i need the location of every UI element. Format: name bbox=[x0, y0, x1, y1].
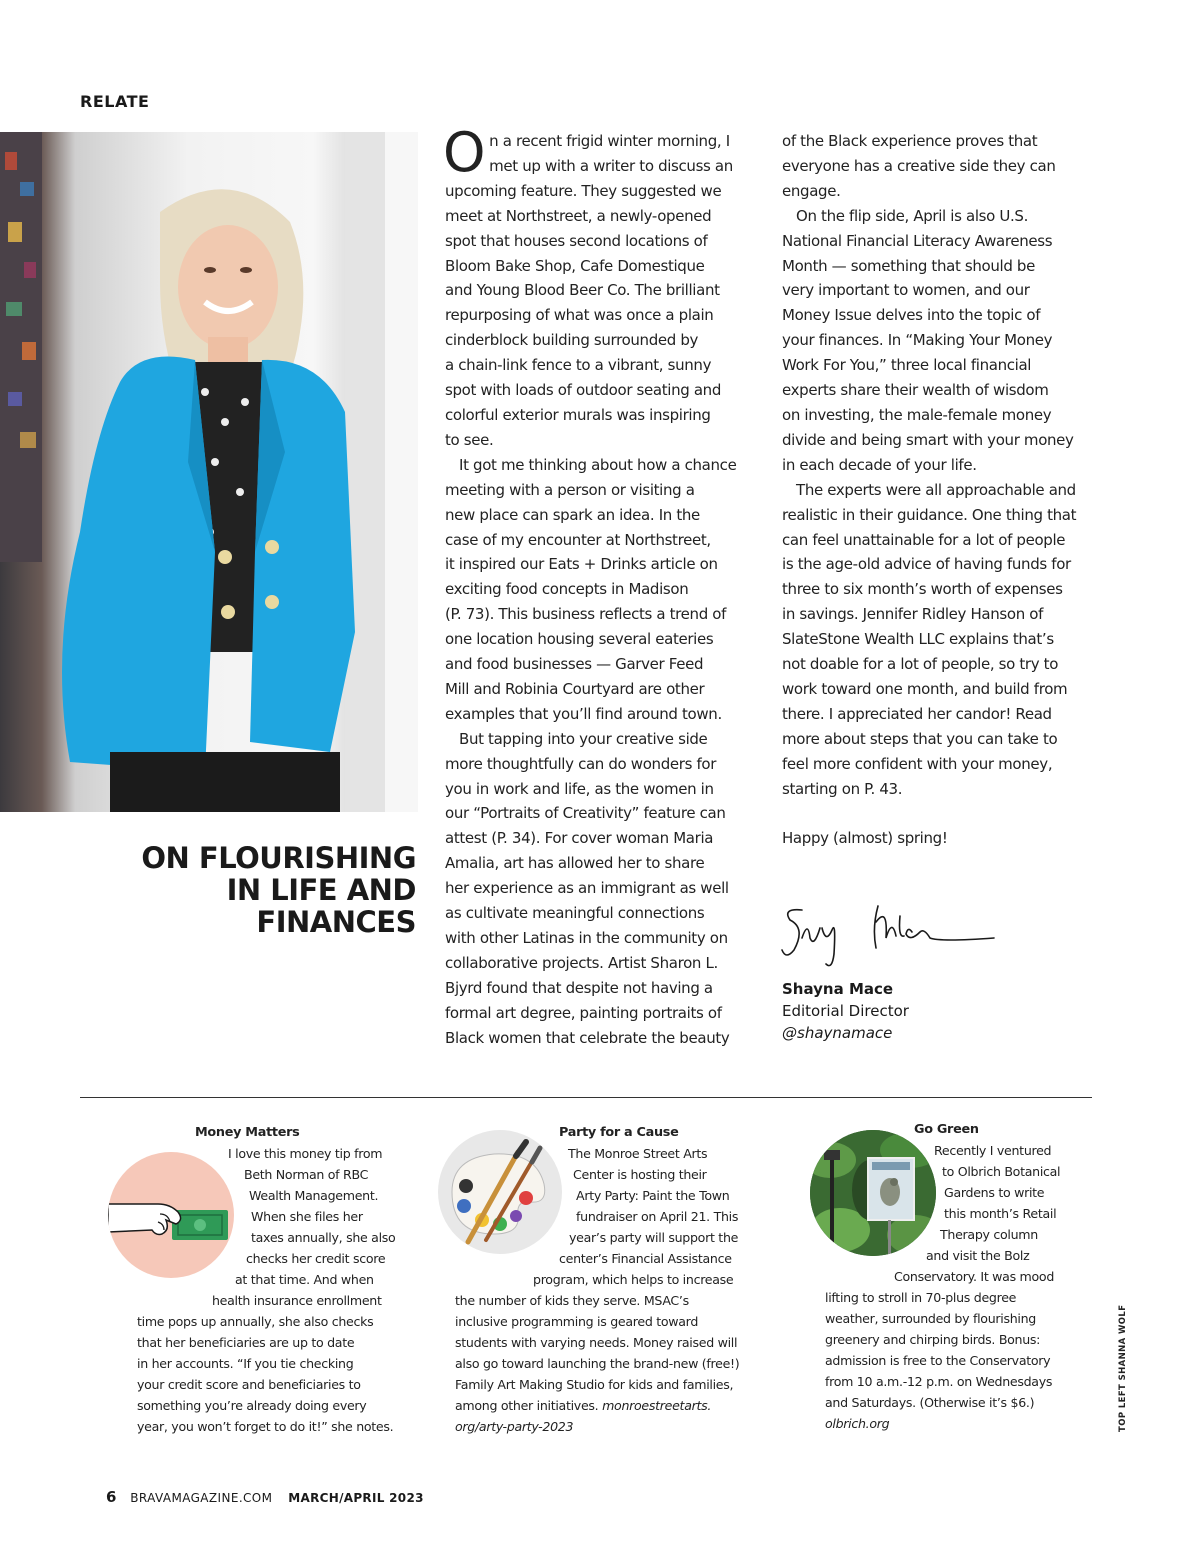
sidebar-line: Gardens to write bbox=[944, 1185, 1045, 1200]
text-line: of the Black experience proves that bbox=[782, 132, 1038, 150]
text-line: not doable for a lot of people, so try to bbox=[782, 655, 1059, 674]
sidebar-line: Center is hosting their bbox=[573, 1167, 707, 1182]
text-line: realistic in their guidance. One thing that bbox=[782, 505, 1077, 524]
sidebar-line: When she files her bbox=[251, 1209, 363, 1224]
paragraph-5 bbox=[782, 204, 1104, 478]
sidebar-line: Conservatory. It was mood bbox=[894, 1269, 1055, 1284]
portrait-illustration bbox=[0, 132, 418, 812]
text-line: spot that houses second locations of bbox=[445, 231, 708, 250]
text-line: new place can spark an idea. In the bbox=[445, 505, 700, 524]
signer-block bbox=[782, 978, 909, 1044]
text-line: is the age-old advice of having funds for bbox=[782, 555, 1071, 574]
portrait-photo bbox=[0, 132, 418, 812]
sidebar-line: to Olbrich Botanical bbox=[942, 1164, 1061, 1179]
sidebar-line: admission is free to the Conservatory bbox=[825, 1353, 1051, 1368]
sidebar-line: something you’re already doing every bbox=[137, 1398, 367, 1413]
text-line: there. I appreciated her candor! Read bbox=[782, 704, 1052, 723]
paragraph-4 bbox=[782, 129, 1104, 204]
text-line: Black women that celebrate the beauty bbox=[445, 1028, 730, 1047]
sidebar-line: your credit score and beneficiaries to bbox=[137, 1377, 361, 1392]
text-line: Bjyrd found that despite not having a bbox=[445, 978, 713, 997]
sidebar-line: from 10 a.m.-12 p.m. on Wednesdays bbox=[825, 1374, 1053, 1389]
page-footer bbox=[106, 1488, 424, 1506]
text-line: It got me thinking about how a chance bbox=[459, 455, 737, 474]
text-line: The experts were all approachable and bbox=[796, 480, 1076, 499]
text-line: n a recent frigid winter morning, I bbox=[489, 132, 730, 150]
text-line: collaborative projects. Artist Sharon L. bbox=[445, 953, 718, 972]
text-line: more about steps that you can take to bbox=[782, 729, 1058, 748]
signer-title: Editorial Director bbox=[782, 1002, 909, 1020]
sidebar-line: greenery and chirping birds. Bonus: bbox=[825, 1332, 1041, 1347]
sidebar-money-matters bbox=[137, 1122, 407, 1437]
section-divider bbox=[80, 1097, 1092, 1098]
text-line: repurposing of what was once a plain bbox=[445, 306, 714, 325]
text-line: as cultivate meaningful connections bbox=[445, 904, 705, 923]
sidebar-line: Therapy column bbox=[940, 1227, 1038, 1242]
paragraph-6 bbox=[782, 478, 1104, 802]
sidebar-line: I love this money tip from bbox=[228, 1146, 383, 1161]
text-line: National Financial Literacy Awareness bbox=[782, 231, 1053, 250]
text-line: But tapping into your creative side bbox=[459, 729, 708, 748]
sidebar-line: Recently I ventured bbox=[934, 1143, 1052, 1158]
text-line: our “Portraits of Creativity” feature can bbox=[445, 804, 726, 823]
sidebar-line: center’s Financial Assistance bbox=[559, 1251, 732, 1266]
sidebar-title: Go Green bbox=[914, 1122, 979, 1137]
party-link-continued[interactable]: org/arty-party-2023 bbox=[455, 1419, 574, 1434]
signer-handle: @shaynamace bbox=[782, 1024, 893, 1042]
sidebar-go-green bbox=[825, 1119, 1095, 1434]
footer-site[interactable]: BRAVAMAGAZINE.COM bbox=[130, 1491, 273, 1505]
text-line: SlateStone Wealth LLC explains that’s bbox=[782, 630, 1054, 649]
text-line: your finances. In “Making Your Money bbox=[782, 331, 1053, 350]
text-line: in savings. Jennifer Ridley Hanson of bbox=[782, 605, 1044, 624]
text-line: Mill and Robinia Courtyard are other bbox=[445, 679, 705, 698]
text-line: case of my encounter at Northstreet, bbox=[445, 530, 711, 549]
sidebar-line: lifting to stroll in 70-plus degree bbox=[825, 1290, 1017, 1305]
drop-cap: O bbox=[443, 121, 486, 184]
text-line: in each decade of your life. bbox=[782, 455, 977, 474]
text-line: Amalia, art has allowed her to share bbox=[445, 854, 705, 873]
text-line: On the flip side, April is also U.S. bbox=[796, 206, 1028, 225]
sidebar-line: inclusive programming is geared toward bbox=[455, 1314, 699, 1329]
text-line: spot with loads of outdoor seating and bbox=[445, 381, 721, 400]
text-line: Month — something that should be bbox=[782, 256, 1035, 275]
sidebar-line: fundraiser on April 21. This bbox=[576, 1209, 739, 1224]
text-line: starting on P. 43. bbox=[782, 779, 903, 798]
text-line: very important to women, and our bbox=[782, 281, 1030, 300]
sidebar-line: Arty Party: Paint the Town bbox=[576, 1188, 730, 1203]
sidebar-line: program, which helps to increase bbox=[533, 1272, 734, 1287]
text-line: Bloom Bake Shop, Cafe Domestique bbox=[445, 256, 705, 275]
paragraph-2 bbox=[445, 453, 757, 727]
letter-column-2 bbox=[782, 129, 1104, 851]
sidebar-line: time pops up annually, she also checks bbox=[137, 1314, 374, 1329]
sidebar-line: taxes annually, she also bbox=[251, 1230, 396, 1245]
text-line: colorful exterior murals was inspiring bbox=[445, 405, 711, 424]
text-line: and food businesses — Garver Feed bbox=[445, 655, 704, 674]
headline-line-3: FINANCES bbox=[256, 905, 416, 939]
text-line: experts share their wealth of wisdom bbox=[782, 381, 1049, 400]
text-line: feel more confident with your money, bbox=[782, 754, 1053, 773]
sidebar-line bbox=[455, 1395, 755, 1416]
text-line: Work For You,” three local financial bbox=[782, 356, 1032, 375]
text-line: cinderblock building surrounded by bbox=[445, 331, 699, 350]
text-line: meet at Northstreet, a newly-opened bbox=[445, 206, 712, 225]
sidebar-line: in her accounts. “If you tie checking bbox=[137, 1356, 354, 1371]
text-line: Money Issue delves into the topic of bbox=[782, 306, 1041, 325]
sidebar-line: this month’s Retail bbox=[944, 1206, 1057, 1221]
text-line: meeting with a person or visiting a bbox=[445, 480, 695, 499]
sidebar-line: checks her credit score bbox=[246, 1251, 386, 1266]
sidebar-party-for-a-cause bbox=[455, 1122, 755, 1437]
text-line: you in work and life, as the women in bbox=[445, 779, 714, 798]
text-line: formal art degree, painting portraits of bbox=[445, 1003, 722, 1022]
letter-column-1 bbox=[443, 121, 757, 1051]
sidebar-line: health insurance enrollment bbox=[212, 1293, 382, 1308]
text-line: engage. bbox=[782, 181, 841, 200]
text-line: upcoming feature. They suggested we bbox=[445, 181, 722, 200]
text-line: three to six month’s worth of expenses bbox=[782, 580, 1063, 599]
headline bbox=[80, 842, 416, 938]
text-line: her experience as an immigrant as well bbox=[445, 879, 729, 898]
sidebar-title: Party for a Cause bbox=[559, 1125, 679, 1140]
sidebar-line: The Monroe Street Arts bbox=[568, 1146, 708, 1161]
text-line: attest (P. 34). For cover woman Maria bbox=[445, 829, 714, 848]
sidebar-line: and visit the Bolz bbox=[926, 1248, 1030, 1263]
sidebar-line: that her beneficiaries are up to date bbox=[137, 1335, 355, 1350]
text-line: can feel unattainable for a lot of people bbox=[782, 530, 1066, 549]
sidebar-line-text: among other initiatives. bbox=[455, 1398, 599, 1413]
text-line: to see. bbox=[445, 430, 494, 449]
sidebar-line: and Saturdays. (Otherwise it’s $6.) bbox=[825, 1395, 1035, 1410]
paragraph-3 bbox=[445, 727, 757, 1051]
sidebar-line: Wealth Management. bbox=[249, 1188, 379, 1203]
sidebar-line: at that time. And when bbox=[235, 1272, 374, 1287]
headline-line-1: ON FLOURISHING bbox=[141, 841, 416, 875]
text-line: with other Latinas in the community on bbox=[445, 929, 728, 947]
section-label: RELATE bbox=[80, 92, 150, 111]
text-line: met up with a writer to discuss an bbox=[489, 156, 733, 175]
text-line: and Young Blood Beer Co. The brilliant bbox=[445, 281, 720, 300]
sidebar-title: Money Matters bbox=[195, 1125, 300, 1140]
headline-line-2: IN LIFE AND bbox=[226, 873, 416, 907]
sidebar-line: also go toward launching the brand-new (free!) bbox=[455, 1356, 740, 1371]
closing-line: Happy (almost) spring! bbox=[782, 829, 948, 848]
text-line: a chain-link fence to a vibrant, sunny bbox=[445, 356, 712, 375]
footer-issue: MARCH/APRIL 2023 bbox=[288, 1491, 424, 1505]
text-line: everyone has a creative side they can bbox=[782, 156, 1056, 175]
sidebar-line: Beth Norman of RBC bbox=[244, 1167, 369, 1182]
text-line: exciting food concepts in Madison bbox=[445, 580, 689, 599]
text-line: divide and being smart with your money bbox=[782, 430, 1074, 449]
text-line: more thoughtfully can do wonders for bbox=[445, 754, 717, 773]
sidebar-line: students with varying needs. Money raised will bbox=[455, 1335, 738, 1350]
paragraph-1 bbox=[443, 121, 757, 453]
signer-name: Shayna Mace bbox=[782, 980, 894, 998]
page-number: 6 bbox=[106, 1488, 117, 1506]
text-line: it inspired our Eats + Drinks article on bbox=[445, 555, 718, 574]
signature-image bbox=[780, 898, 1000, 974]
text-line: work toward one month, and build from bbox=[782, 679, 1068, 698]
sidebar-line: year’s party will support the bbox=[569, 1230, 739, 1245]
text-line: one location housing several eateries bbox=[445, 630, 714, 649]
party-link[interactable]: monroestreetarts. bbox=[602, 1398, 712, 1413]
photo-credit: TOP LEFT SHANNA WOLF bbox=[1118, 1304, 1128, 1432]
sidebar-line: Family Art Making Studio for kids and families, bbox=[455, 1377, 734, 1392]
text-line: on investing, the male-female money bbox=[782, 405, 1052, 424]
sidebar-line: year, you won’t forget to do it!” she notes. bbox=[137, 1419, 394, 1434]
text-line: (P. 73). This business reflects a trend of bbox=[445, 605, 727, 624]
text-line: examples that you’ll find around town. bbox=[445, 704, 722, 723]
sidebar-line: the number of kids they serve. MSAC’s bbox=[455, 1293, 689, 1308]
sidebar-line: weather, surrounded by flourishing bbox=[825, 1311, 1036, 1326]
olbrich-link[interactable]: olbrich.org bbox=[825, 1416, 890, 1431]
